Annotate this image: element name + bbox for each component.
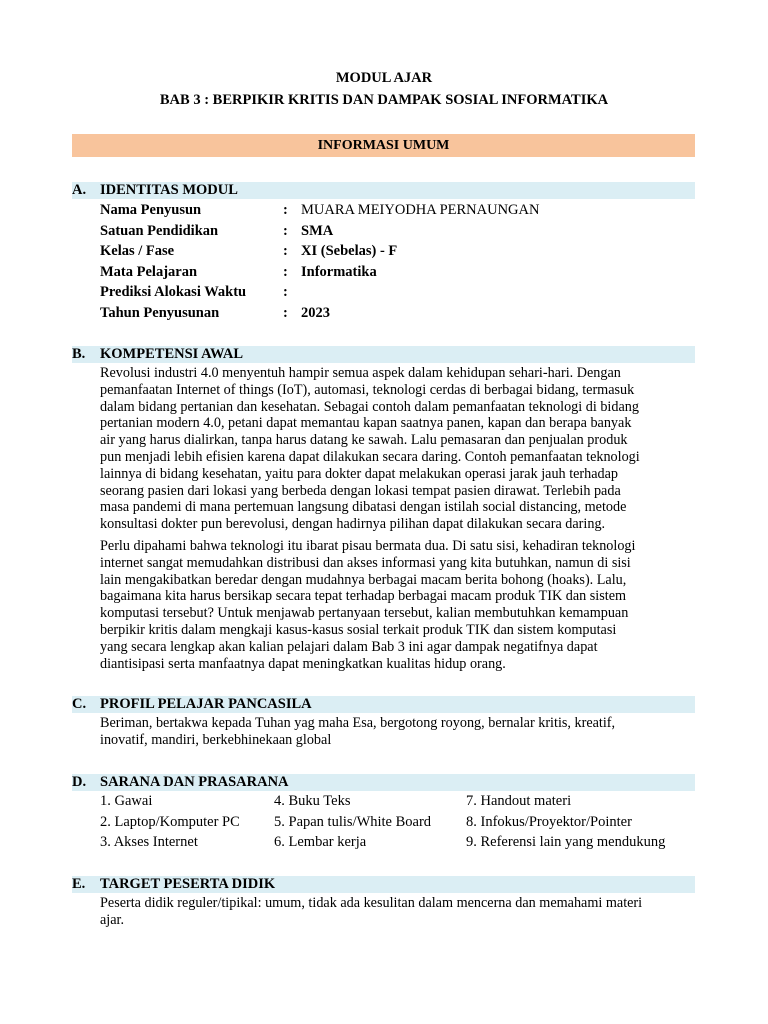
text-line: inovatif, mandiri, berkebhinekaan global (100, 731, 332, 748)
page-subtitle: BAB 3 : BERPIKIR KRITIS DAN DAMPAK SOSIAL INFORMATIKA (159, 92, 609, 108)
facility-item: 9. Referensi lain yang mendukung (466, 834, 666, 850)
field-colon: : (283, 222, 288, 239)
section-letter: B. (72, 346, 86, 362)
competence-paragraph-1 (100, 365, 696, 533)
info-banner: INFORMASI UMUM (72, 134, 695, 157)
facility-item: 6. Lembar kerja (274, 834, 367, 850)
section-d-header (72, 774, 695, 791)
page-title: MODUL AJAR (335, 70, 433, 86)
facility-item: 4. Buku Teks (274, 793, 351, 809)
field-label: Satuan Pendidikan (100, 222, 219, 239)
field-colon: : (283, 202, 288, 218)
section-title: PROFIL PELAJAR PANCASILA (100, 696, 312, 712)
text-line: lain mengakibatkan beredar dengan mudahnya berbagai macam berita bohong (hoaks). Lalu, (100, 571, 627, 588)
section-a-header (72, 182, 695, 199)
field-label: Tahun Penyusunan (100, 304, 220, 321)
field-label: Mata Pelajaran (100, 263, 198, 280)
text-line: diantisipasi serta manfaatnya dapat meningkatkan kualitas hidup orang. (100, 655, 506, 672)
section-letter: A. (72, 182, 87, 198)
text-line: konsultasi dokter pun berevolusi, dengan hadirnya pilihan dapat dilakukan secara daring. (100, 516, 606, 533)
text-line: yang secara lengkap akan kalian pelajari dalam Bab 3 ini agar dampak negatifnya dapat (100, 638, 598, 655)
field-value: MUARA MEIYODHA PERNAUNGAN (301, 202, 540, 218)
field-value: 2023 (301, 304, 330, 321)
text-line: komputasi tersebut? Untuk menjawab pertanyaan tersebut, kalian membutuhkan kemampuan (100, 605, 629, 622)
facility-item: 2. Laptop/Komputer PC (100, 814, 240, 830)
facility-item: 5. Papan tulis/White Board (274, 814, 432, 830)
section-title: SARANA DAN PRASARANA (100, 774, 289, 790)
section-e-header (72, 876, 695, 893)
target-students-text (100, 895, 696, 929)
field-colon: : (283, 243, 288, 259)
text-line: ajar. (100, 911, 125, 928)
text-line: Perlu dipahami bahwa teknologi itu ibarat pisau bermata dua. Di satu sisi, kehadiran teknologi (100, 538, 636, 554)
pancasila-profile-text (100, 715, 696, 749)
text-line: air yang harus dialirkan, tanpa harus datang ke sawah. Lalu pemasaran dan penjualan produk (100, 432, 628, 449)
text-line: Peserta didik reguler/tipikal: umum, tidak ada kesulitan dalam mencerna dan memahami materi (100, 895, 643, 911)
text-line: berpikir kritis dalam mengkaji kasus-kasus sosial terkait produk TIK dan sistem komputasi (100, 621, 617, 638)
text-line: dalam bidang pertanian dan kesehatan. Sebagai contoh dalam pemanfaatan teknologi di bidang (100, 398, 639, 415)
text-line: internet sangat memudahkan distribusi dan akses informasi yang kita butuhkan, namun di sisi (100, 554, 631, 571)
field-label: Prediksi Alokasi Waktu (100, 284, 247, 300)
competence-paragraph-2 (100, 538, 696, 672)
text-line: pun menjadi lebih efisien karena dapat dilakukan secara daring. Contoh pemanfaatan teknologi (100, 448, 640, 465)
field-value: XI (Sebelas) - F (301, 243, 398, 259)
text-line: Revolusi industri 4.0 menyentuh hampir semua aspek dalam kehidupan sehari-hari. Dengan (100, 365, 621, 381)
section-letter: E. (72, 876, 86, 892)
field-colon: : (283, 304, 288, 321)
text-line: pemanfaatan Internet of things (IoT), automasi, teknologi cerdas di berbagai bidang, termasuk (100, 381, 635, 398)
text-line: masa pandemi di mana pertemuan langsung dibatasi dengan istilah social distancing, metode (100, 499, 627, 516)
section-title: KOMPETENSI AWAL (100, 346, 244, 362)
field-colon: : (283, 263, 288, 280)
field-label: Kelas / Fase (100, 243, 175, 259)
section-title: TARGET PESERTA DIDIK (100, 876, 276, 892)
facility-item: 3. Akses Internet (100, 834, 198, 850)
field-value: Informatika (301, 263, 377, 280)
field-colon: : (283, 284, 288, 300)
section-letter: D. (72, 774, 87, 790)
facility-item: 7. Handout materi (466, 793, 572, 809)
section-title: IDENTITAS MODUL (100, 182, 238, 198)
field-value: SMA (301, 222, 334, 239)
text-line: lainnya di bidang kesehatan, yaitu para dokter dapat melakukan operasi jarak jauh terhadap (100, 465, 619, 482)
section-c-header (72, 696, 695, 713)
text-line: pertanian modern 4.0, petani dapat memantau kapan saatnya panen, kapan dan berapa banyak (100, 415, 632, 432)
facility-item: 8. Infokus/Proyektor/Pointer (466, 814, 632, 830)
field-label: Nama Penyusun (100, 202, 202, 218)
facility-item: 1. Gawai (100, 793, 153, 809)
text-line: seorang pasien dari lokasi yang berbeda dengan lokasi tempat pasien dirawat. Terlebih pada (100, 482, 621, 499)
text-line: bagaimana kita harus bersikap secara tepat terhadap berbagai macam produk TIK dan sistem (100, 588, 627, 605)
section-letter: C. (72, 696, 87, 712)
section-b-header (72, 346, 695, 363)
text-line: Beriman, bertakwa kepada Tuhan yag maha Esa, bergotong royong, bernalar kritis, kreatif, (100, 715, 616, 731)
